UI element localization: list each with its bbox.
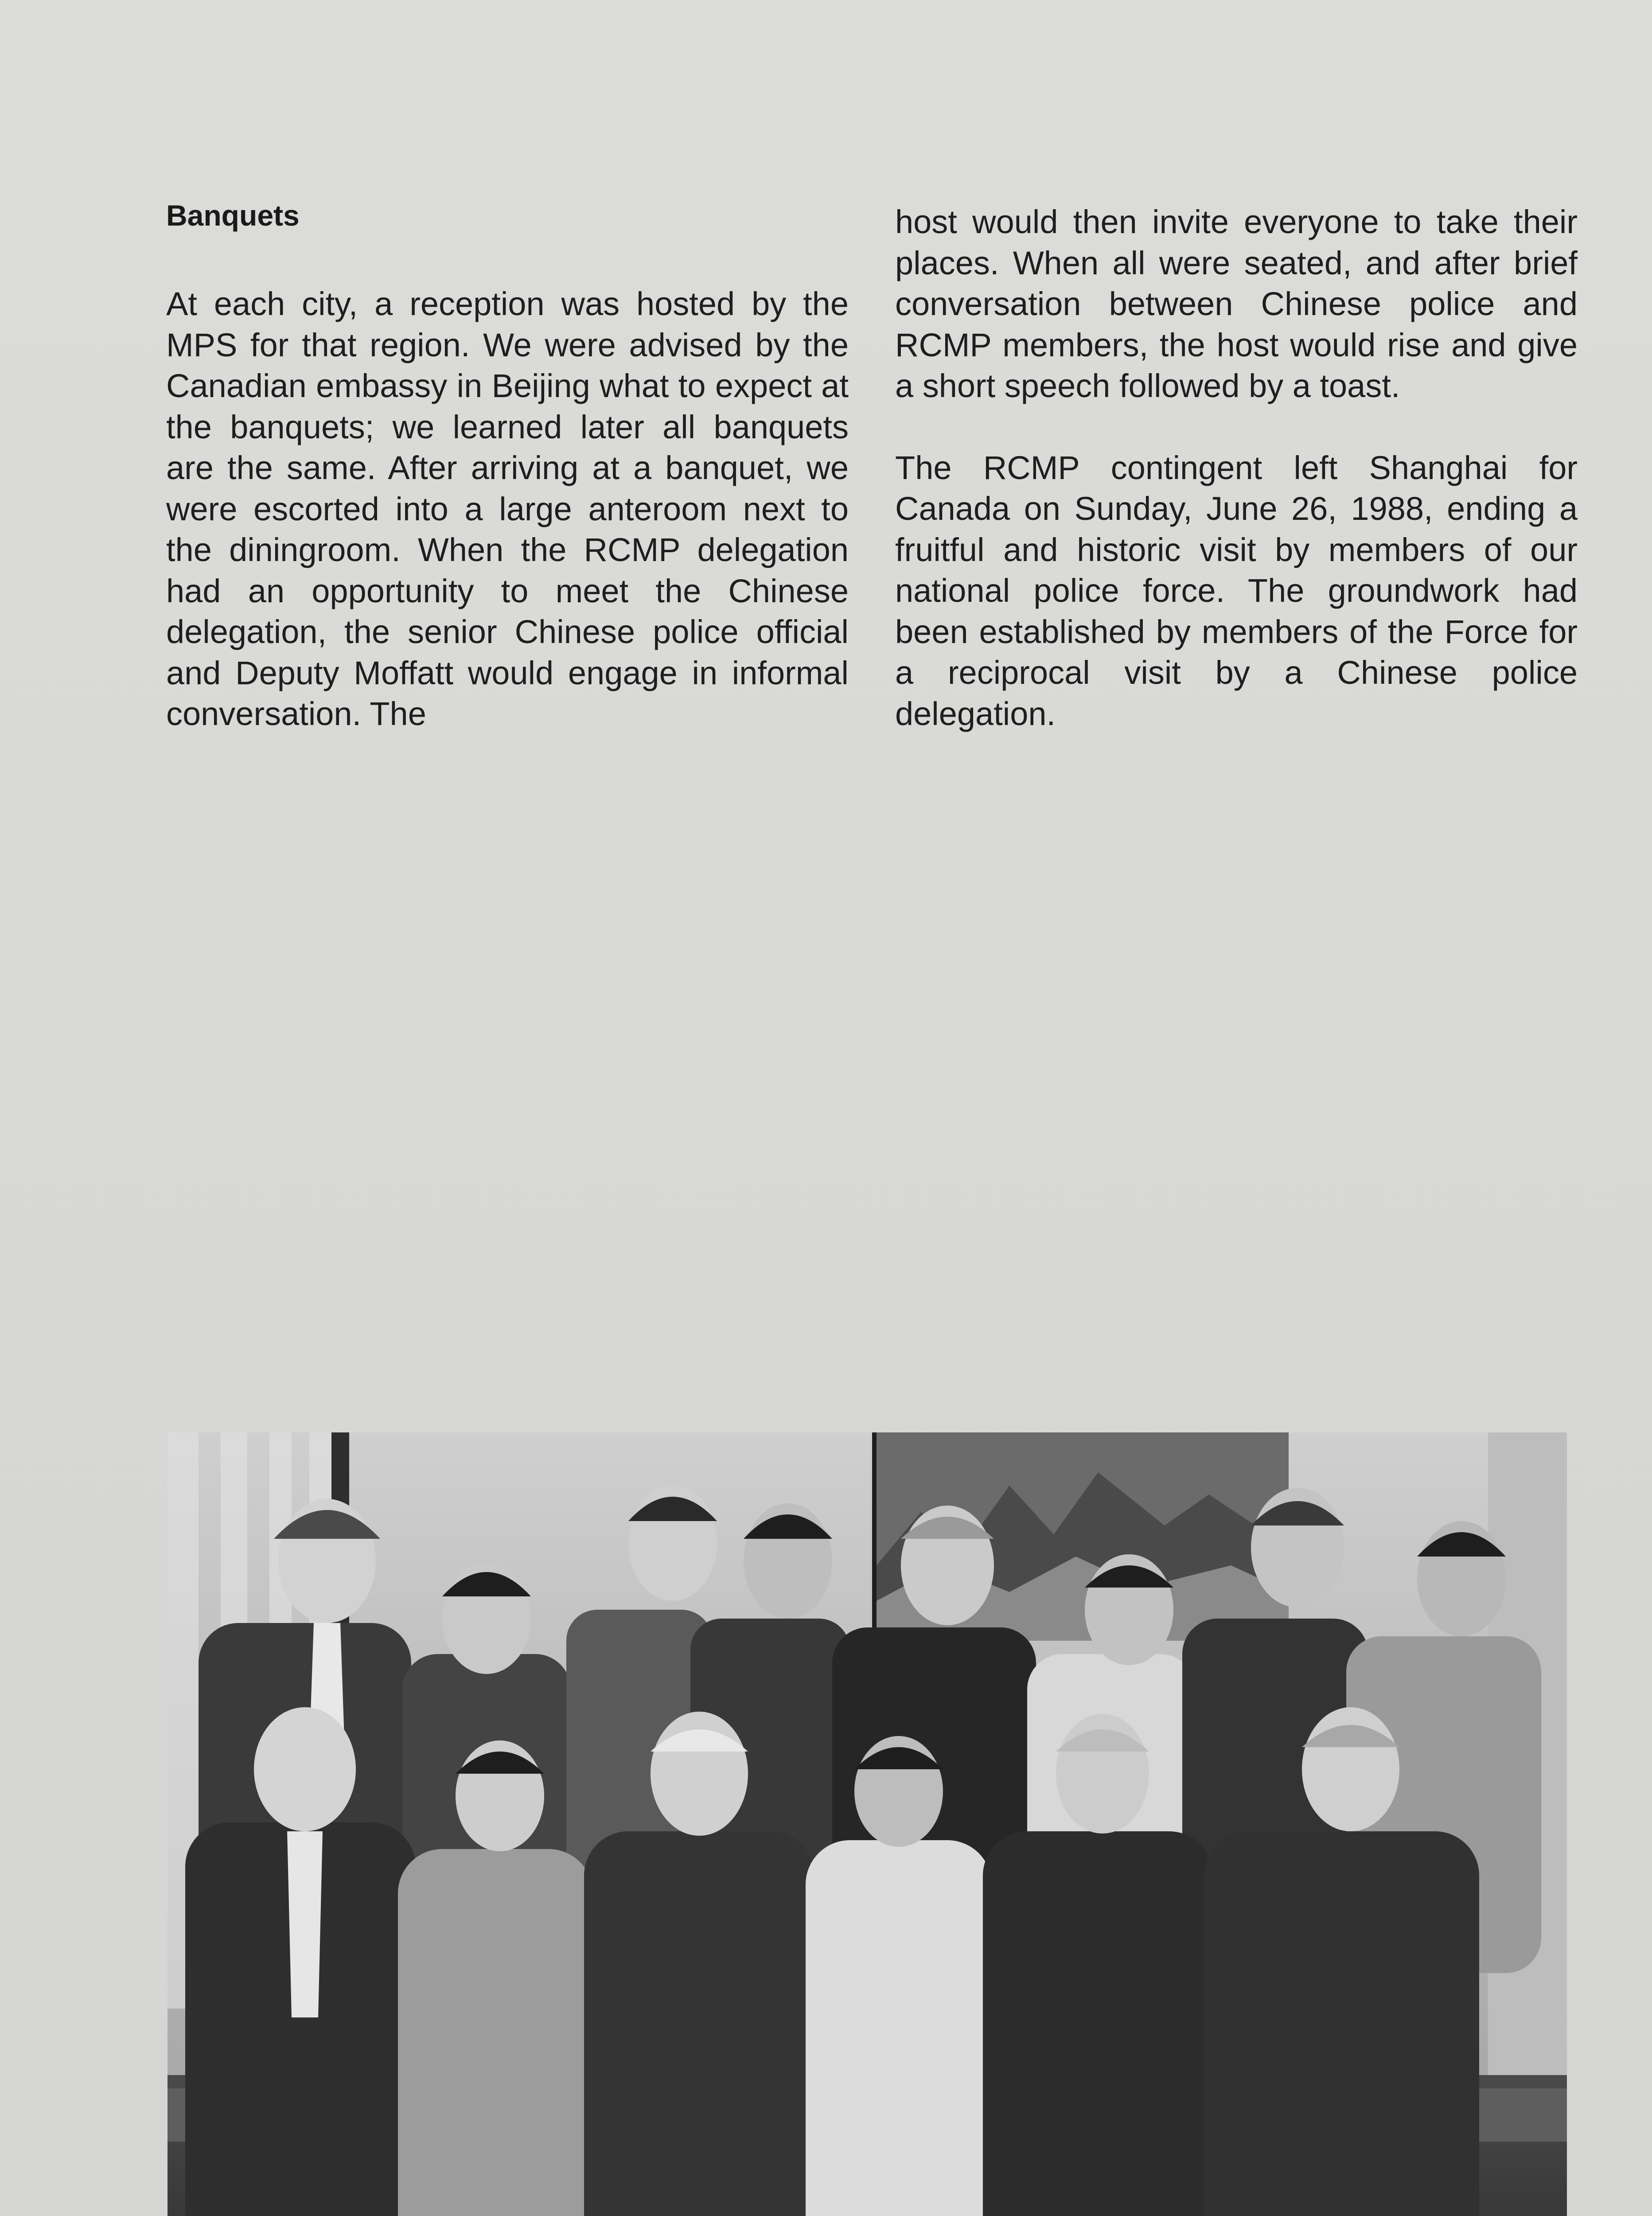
right-paragraph-2: The RCMP contingent left Shanghai for Canada on Sunday, June 26, 1988, ending a fruitful and historic visit by members of our national police force. The groundwork had been established by members of the Force for a reciprocal visit by a Chinese police delegation.: [895, 449, 1578, 732]
right-column: [895, 202, 1578, 775]
right-paragraph-1: host would then invite everyone to take their places. When all were seated, and after brief conversation between Chinese police and RCMP members, the host would rise and give a short speech followed by a toast.: [895, 203, 1578, 404]
group-photo: [168, 1432, 1567, 2216]
section-heading: Banquets: [166, 199, 300, 232]
group-photo-illustration: [168, 1432, 1567, 2216]
left-paragraph-1: At each city, a reception was hosted by the MPS for that region. We were advised by the Canadian embassy in Beijing what to expect at the banquets; we learned later all banquets are the same. After arriving at a banquet, we were escorted into a large anteroom next to the diningroom. When the RCMP delegation had an opportunity to meet the Chinese delegation, the senior Chinese police official and Deputy Moffatt would engage in informal conversation. The: [166, 285, 849, 732]
left-column: [166, 284, 849, 776]
